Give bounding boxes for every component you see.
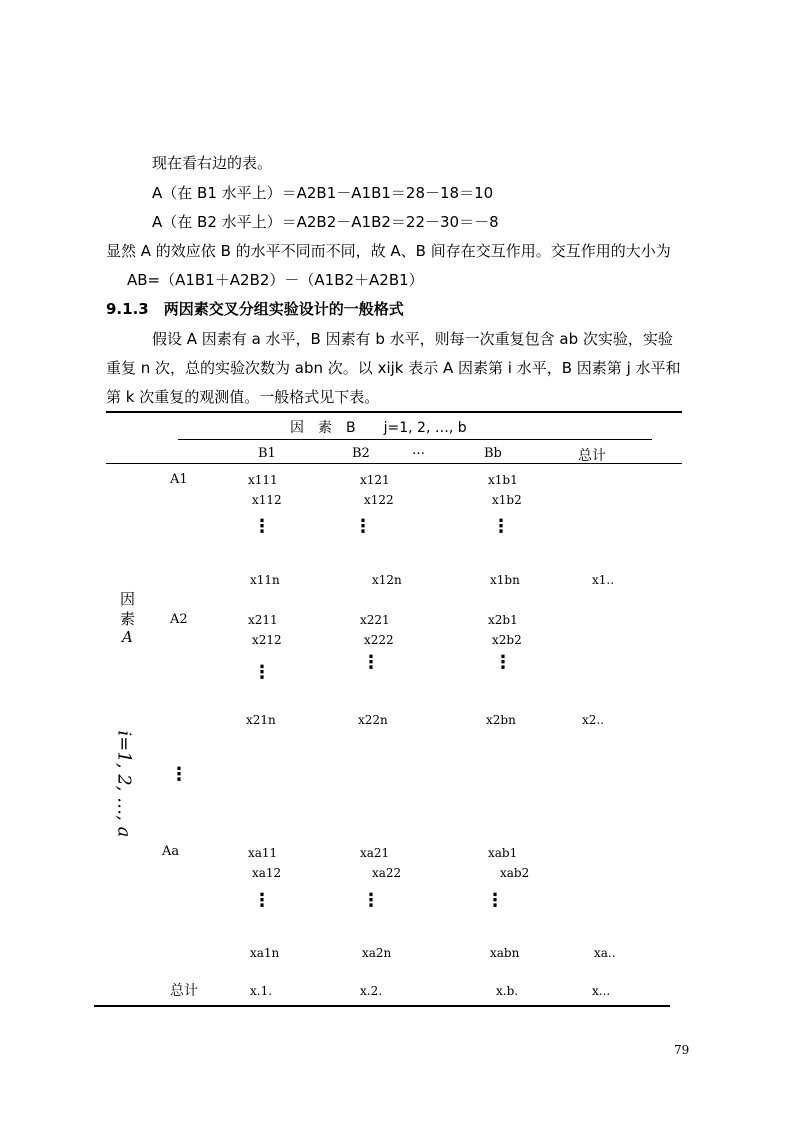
cell-a1-b1-r1: x111 bbox=[248, 473, 278, 487]
cell-a2-b1-rn: x21n bbox=[246, 713, 276, 727]
cell-a1-b2-r2: x122 bbox=[364, 493, 394, 507]
table-bottom-rule bbox=[94, 1005, 670, 1007]
factor-b-header: 因 素 B j=1, 2, …, b bbox=[290, 420, 467, 436]
cell-aa-b1-r2: xa12 bbox=[252, 866, 282, 880]
factor-a-index-label: i=1, 2, …, a bbox=[113, 730, 135, 838]
row-label-a1: A1 bbox=[170, 472, 188, 487]
cell-aa-bb-r2: xab2 bbox=[500, 866, 530, 880]
text-line-1: 现在看右边的表。 bbox=[152, 154, 273, 172]
cell-aa-total: xa.. bbox=[594, 946, 616, 960]
row-label-total: 总计 bbox=[170, 983, 198, 999]
column-header-b2: B2 bbox=[352, 446, 370, 461]
cell-a1-bb-rn: x1bn bbox=[490, 573, 520, 587]
column-header-b1: B1 bbox=[258, 446, 276, 461]
vertical-ellipsis: ⋮ bbox=[486, 890, 504, 911]
paragraph-line-1: 假设 A 因素有 a 水平，B 因素有 b 水平，则每一次重复包含 ab 次实验，实验 bbox=[152, 330, 673, 348]
cell-a1-b1-rn: x11n bbox=[250, 573, 280, 587]
column-header-total: 总计 bbox=[578, 448, 606, 464]
cell-a2-b1-r2: x212 bbox=[252, 633, 282, 647]
text-line-5: AB=（A1B1＋A2B2）－（A1B2＋A2B1） bbox=[127, 271, 424, 289]
vertical-ellipsis: ⋮ bbox=[362, 890, 380, 911]
vertical-ellipsis: ⋮ bbox=[362, 652, 380, 673]
cell-a1-bb-r2: x1b2 bbox=[492, 493, 522, 507]
paragraph-line-2: 重复 n 次，总的实验次数为 abn 次。以 xijk 表示 A 因素第 i 水平，B 因素第 j 水平和 bbox=[106, 359, 681, 377]
factor-a-label-char-1: 因 bbox=[120, 590, 136, 608]
cell-total-b2: x.2. bbox=[360, 984, 383, 998]
cell-a2-total: x2.. bbox=[582, 713, 605, 727]
cell-total-bb: x.b. bbox=[496, 984, 519, 998]
vertical-ellipsis: ⋮ bbox=[494, 652, 512, 673]
cell-a1-total: x1.. bbox=[592, 573, 615, 587]
cell-a2-bb-r2: x2b2 bbox=[492, 633, 522, 647]
section-heading: 9.1.3 两因素交叉分组实验设计的一般格式 bbox=[106, 300, 404, 318]
cell-a1-bb-r1: x1b1 bbox=[488, 473, 518, 487]
factor-a-label-char-2: 素 bbox=[120, 610, 136, 628]
cell-a2-b2-r1: x221 bbox=[360, 613, 390, 627]
cell-aa-bb-rn: xabn bbox=[490, 946, 520, 960]
page-number: 79 bbox=[674, 1043, 690, 1057]
cell-a1-b1-r2: x112 bbox=[252, 493, 282, 507]
vertical-ellipsis: ⋮ bbox=[253, 516, 271, 537]
cell-a1-b2-r1: x121 bbox=[360, 473, 390, 487]
table-top-rule bbox=[106, 411, 682, 413]
cell-aa-b2-rn: xa2n bbox=[362, 946, 392, 960]
cell-aa-bb-r1: xab1 bbox=[488, 846, 518, 860]
row-label-a2: A2 bbox=[170, 612, 188, 627]
cell-a2-b2-rn: x22n bbox=[358, 713, 388, 727]
vertical-ellipsis: ⋮ bbox=[253, 662, 271, 683]
cell-a2-b2-r2: x222 bbox=[364, 633, 394, 647]
row-label-aa: Aa bbox=[162, 844, 180, 859]
cell-aa-b1-rn: xa1n bbox=[250, 946, 280, 960]
vertical-ellipsis: ⋮ bbox=[354, 516, 372, 537]
cell-grand-total: x... bbox=[592, 984, 611, 998]
text-line-3: A（在 B2 水平上）＝A2B2－A1B2＝22－30＝－8 bbox=[152, 213, 499, 231]
text-line-2: A（在 B1 水平上）＝A2B1－A1B1＝28－18＝10 bbox=[152, 184, 494, 202]
vertical-ellipsis: ⋮ bbox=[492, 516, 510, 537]
cell-a2-bb-r1: x2b1 bbox=[488, 613, 518, 627]
column-header-ellipsis: … bbox=[412, 443, 425, 458]
paragraph-line-3: 第 k 次重复的观测值。一般格式见下表。 bbox=[106, 388, 380, 406]
cell-a2-bb-rn: x2bn bbox=[486, 713, 516, 727]
factor-b-rule bbox=[178, 439, 652, 440]
cell-aa-b2-r2: xa22 bbox=[372, 866, 402, 880]
cell-aa-b1-r1: xa11 bbox=[248, 846, 278, 860]
cell-a2-b1-r1: x211 bbox=[248, 613, 278, 627]
column-header-bb: Bb bbox=[484, 446, 502, 461]
factor-a-label-char-3: A bbox=[122, 628, 133, 646]
vertical-ellipsis: ⋮ bbox=[253, 890, 271, 911]
text-line-4: 显然 A 的效应依 B 的水平不同而不同，故 A、B 间存在交互作用。交互作用的大小为 bbox=[106, 242, 671, 260]
cell-total-b1: x.1. bbox=[250, 984, 273, 998]
cell-a1-b2-rn: x12n bbox=[372, 573, 402, 587]
cell-aa-b2-r1: xa21 bbox=[360, 846, 390, 860]
vertical-ellipsis-rows: ⋮ bbox=[170, 764, 188, 785]
